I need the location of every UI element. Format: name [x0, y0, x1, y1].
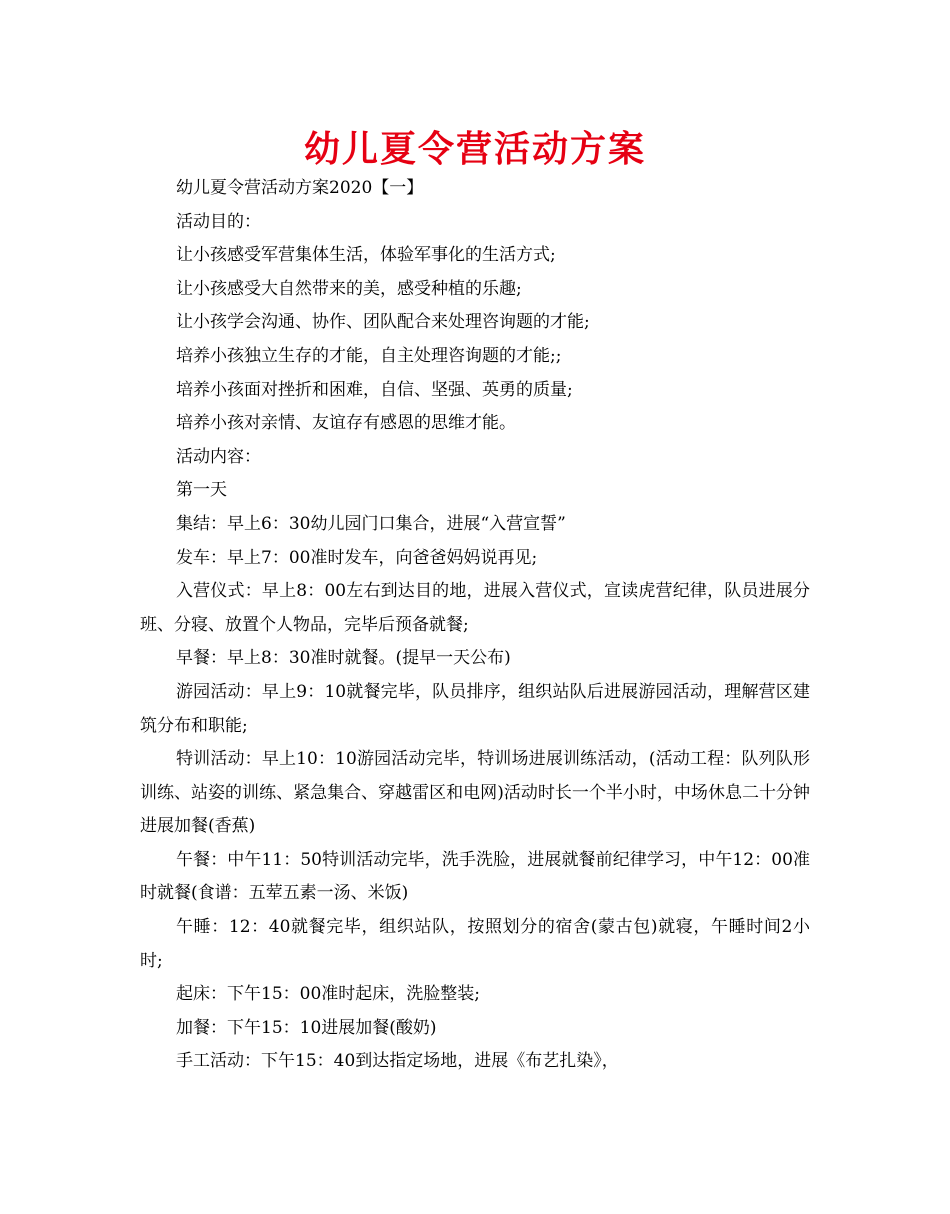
paragraph: 活动目的：	[176, 211, 261, 232]
paragraph: 早餐：早上8：30准时就餐。(提早一天公布)	[176, 648, 511, 669]
paragraph: 第一天	[176, 480, 227, 501]
paragraph: 起床：下午15：00准时起床，洗脸整装;	[176, 984, 480, 1005]
paragraph: 游园活动：早上9：10就餐完毕，队员排序，组织站队后进展游园活动，理解营区建筑分布和职能;	[140, 681, 810, 736]
paragraph: 培养小孩面对挫折和困难，自信、坚强、英勇的质量;	[176, 379, 573, 400]
paragraph: 集结：早上6：30幼儿园门口集合，进展“入营宣誓”	[176, 513, 566, 534]
paragraph: 让小孩感受军营集体生活，体验军事化的生活方式;	[176, 245, 556, 266]
paragraph: 午睡：12：40就餐完毕，组织站队，按照划分的宿舍(蒙古包)就寝，午睡时间2小时;	[140, 917, 810, 971]
paragraph: 让小孩感受大自然带来的美，感受种植的乐趣;	[176, 278, 522, 299]
document-body	[140, 172, 810, 1079]
document-title: 幼儿夏令营活动方案	[303, 129, 646, 170]
paragraph: 让小孩学会沟通、协作、团队配合来处理咨询题的才能;	[176, 312, 590, 333]
paragraph: 加餐：下午15：10进展加餐(酸奶)	[176, 1017, 437, 1038]
paragraph: 培养小孩对亲情、友谊存有感恩的思维才能。	[176, 413, 516, 434]
paragraph: 午餐：中午11：50特训活动完毕，洗手洗脸，进展就餐前纪律学习，中午12：00准时就餐(食谱：五荤五素一汤、米饭)	[140, 849, 810, 904]
paragraph: 培养小孩独立生存的才能，自主处理咨询题的才能;;	[176, 345, 562, 366]
paragraph: 幼儿夏令营活动方案2020【一】	[176, 178, 424, 198]
paragraph: 发车：早上7：00准时发车，向爸爸妈妈说再见;	[176, 547, 538, 568]
paragraph: 入营仪式：早上8：00左右到达目的地，进展入营仪式，宣读虎营纪律，队员进展分班、分寝、放置个人物品，完毕后预备就餐;	[140, 581, 810, 635]
paragraph: 活动内容：	[176, 446, 261, 467]
paragraph: 特训活动：早上10：10游园活动完毕，特训场进展训练活动，(活动工程：队列队形训练、站姿的训练、紧急集合、穿越雷区和电网)活动时长一个半小时，中场休息二十分钟进展加餐(香蕉)	[140, 749, 810, 837]
paragraph: 手工活动：下午15：40到达指定场地，进展《布艺扎染》，	[176, 1051, 619, 1072]
